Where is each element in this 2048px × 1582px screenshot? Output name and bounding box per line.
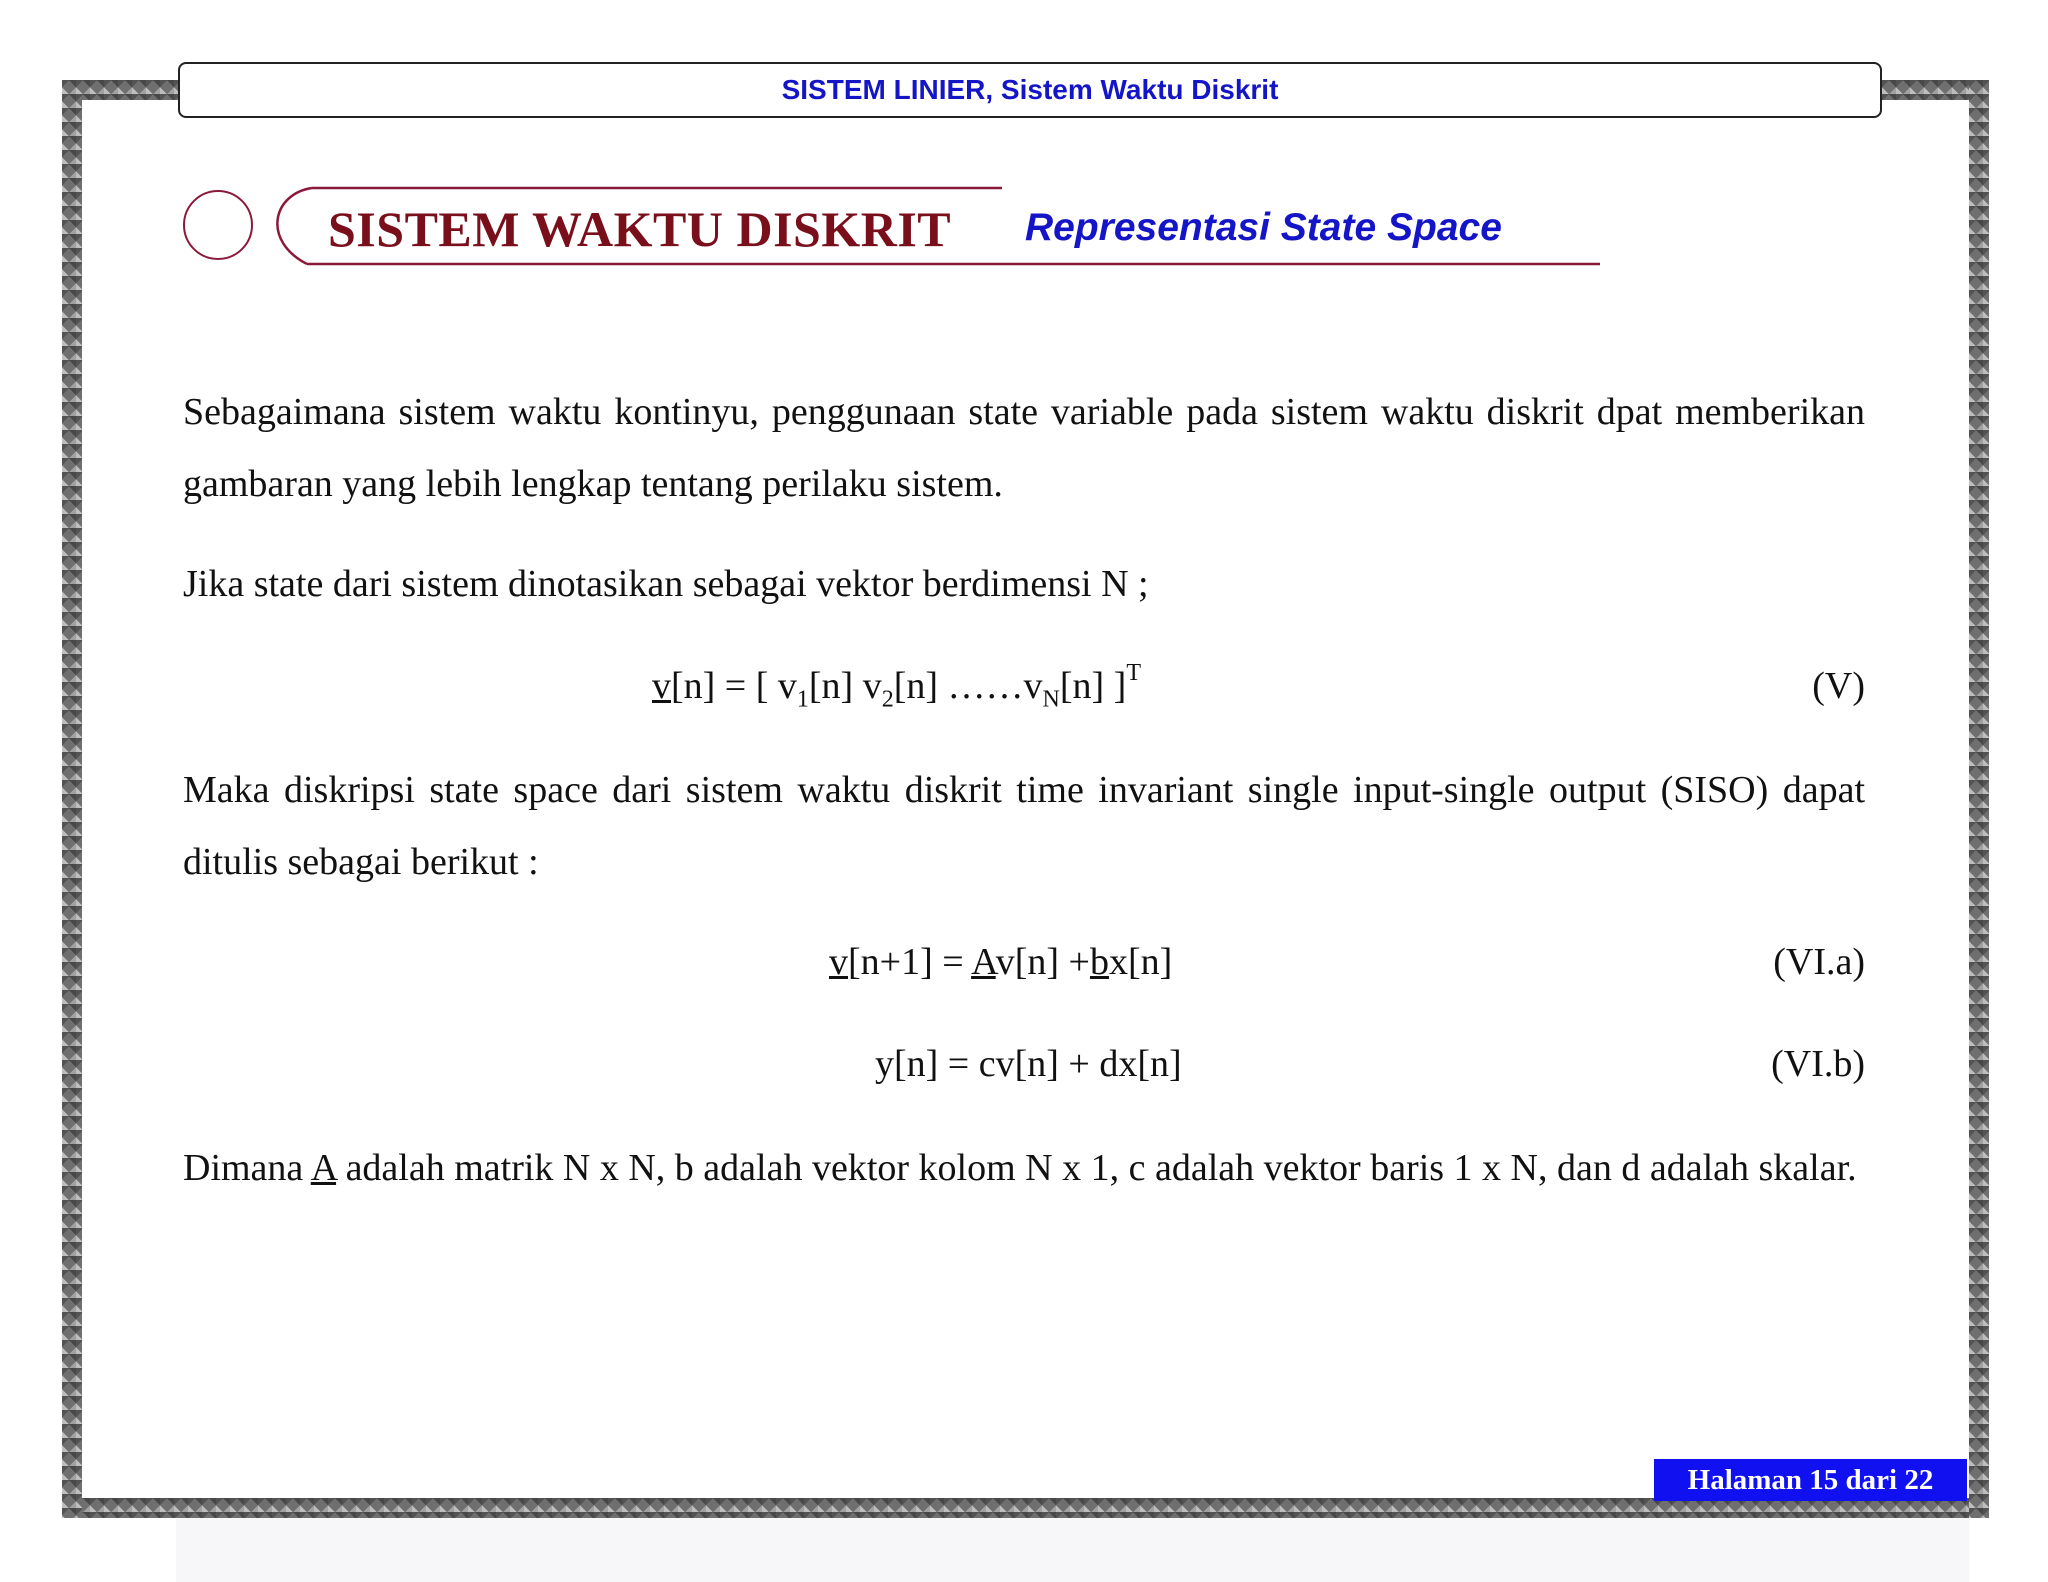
equation-via: [829, 940, 1172, 984]
state-definition-paragraph: Jika state dari sistem dinotasikan sebagai vektor berdimensi N ;: [183, 563, 1149, 605]
eq-via-b: b: [1089, 941, 1109, 983]
conclusion-after: adalah matrik N x N, b adalah vektor kolom N x 1, c adalah vektor baris 1 x N, dan d adalah skalar.: [336, 1147, 1857, 1189]
page-indicator: Halaman 15 dari 22: [1654, 1459, 1967, 1501]
header-title: SISTEM LINIER, Sistem Waktu Diskrit: [781, 74, 1279, 105]
equation-label-v: (V): [1812, 665, 1865, 707]
eq-v-var: v: [652, 665, 671, 707]
eq-v-sub1: 1: [796, 686, 809, 713]
eq-v-text3: [n] ……v: [893, 665, 1043, 707]
border-right: [1969, 80, 1989, 1518]
eq-v-text2: [n] v: [808, 665, 882, 707]
section-subtitle: Representasi State Space: [1025, 206, 1502, 249]
equation-vib: y[n] = cv[n] + dx[n]: [875, 1043, 1182, 1085]
siso-paragraph: Maka diskripsi state space dari sistem waktu diskrit time invariant single input-single output (SISO) dapat ditulis sebagai berikut :: [183, 769, 1865, 883]
conclusion-before: Dimana: [183, 1147, 311, 1189]
equation-label-vib: (VI.b): [1771, 1043, 1865, 1085]
eq-v-sub2: 2: [881, 686, 894, 713]
eq-v-subN: N: [1042, 686, 1060, 713]
eq-via-text3: x[n]: [1108, 941, 1173, 983]
eq-via-v: v: [829, 941, 848, 983]
header-banner: [178, 62, 1882, 118]
equation-state-vector: [652, 660, 1142, 714]
border-left: [62, 80, 82, 1518]
eq-via-text2: v[n] +: [995, 941, 1090, 983]
section-title: SISTEM WAKTU DISKRIT: [328, 201, 952, 257]
eq-via-A: A: [971, 941, 996, 983]
eq-v-transpose: T: [1126, 660, 1142, 687]
equation-label-via: (VI.a): [1773, 941, 1865, 983]
border-bottom: [62, 1498, 1989, 1518]
conclusion-paragraph: [183, 1132, 1865, 1204]
decorative-circle: [183, 190, 253, 260]
eq-v-text: [n] = [ v: [671, 665, 797, 707]
page-shadow: [176, 1518, 1969, 1582]
eq-v-text4: [n] ]: [1059, 665, 1127, 707]
eq-via-text1: [n+1] =: [848, 941, 972, 983]
conclusion-matrix-A: A: [310, 1147, 337, 1189]
intro-paragraph: Sebagaimana sistem waktu kontinyu, penggunaan state variable pada sistem waktu diskrit dpat memberikan gambaran yang lebih lengkap tentang perilaku sistem.: [183, 391, 1865, 505]
